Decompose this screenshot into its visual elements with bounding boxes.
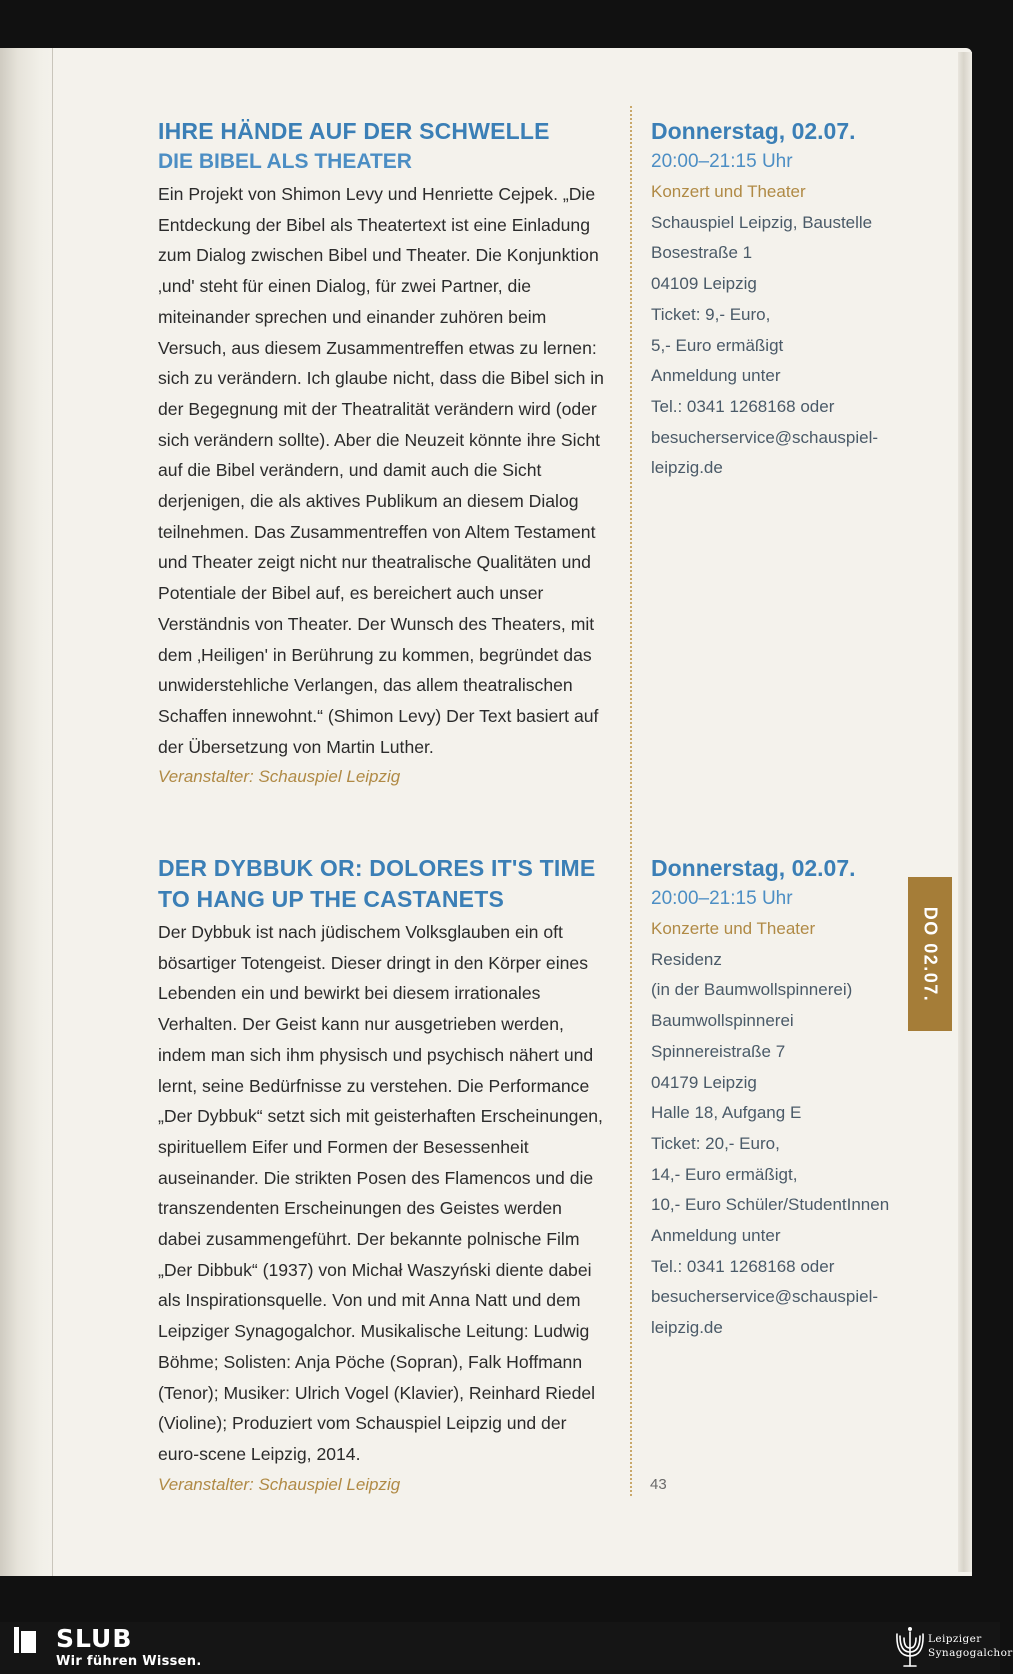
partner-name-line1: Leipziger	[928, 1633, 982, 1645]
event1-title: IHRE HÄNDE AUF DER SCHWELLE	[158, 118, 550, 144]
event1-details	[651, 116, 921, 484]
event2-city: 04179 Leipzig	[651, 1072, 757, 1092]
event2-venue: Residenz	[651, 949, 722, 969]
event2-street: Spinnereistraße 7	[651, 1041, 786, 1061]
event1-body: Ein Projekt von Shimon Levy und Henriette Cejpek. „Die Entdeckung der Bibel als Theatertext ist eine Einladung zum Dialog zwischen Bibel und Theater. Die Konjunktion ‚und' steht für einen Dialog, für zwei Partner, die miteinander sprechen und einander zuhören beim Versuch, aus diesem Zusammentreffen etwas zu lernen: sich zu verändern. Ich glaube nicht, dass die Bibel sich in der Begegnung mit der Theatralität verändern wird (oder sich verändern sollte). Aber die Neuzeit könnte ihre Sicht auf die Bibel verändern, und damit auch die Sicht derjenigen, die als aktives Publikum an diesem Dialog teilnehmen. Das Zusammentreffen von Altem Testament und Theater zeigt nicht nur theatralische Qualitäten und Potentiale der Bibel auf, es bereichert auch unser Verständnis von Theater. Der Wunsch des Theaters, mit dem ‚Heiligen' in Berührung zu kommen, begründet das unwiderstehliche Verlangen, das allem theatralischen Schaffen innewohnt.“ (Shimon Levy) Der Text basiert auf der Übersetzung von Martin Luther.	[158, 184, 604, 757]
footer-bar	[0, 1622, 1013, 1674]
event2-time: 20:00–21:15 Uhr	[651, 888, 793, 909]
event1-date: Donnerstag, 02.07.	[651, 118, 856, 144]
event2-building: Baumwollspinnerei	[651, 1011, 794, 1031]
event2-title	[158, 853, 608, 915]
partner-name	[928, 1632, 1013, 1660]
event1-description	[158, 116, 608, 792]
slub-book-icon	[14, 1627, 36, 1653]
event2-body: Der Dybbuk ist nach jüdischem Volksglauben ein oft bösartiger Totengeist. Dieser dringt in den Körper eines Lebenden ein und bewirkt bei diesem irrationales Verhalten. Der Geist kann nur ausgetrieben werden, indem man sich ihm physisch und psychisch nähert und lernt, seine Bedürfnisse zu verstehen. Die Performance „Der Dybbuk“ setzt sich mit geisterhaften Erscheinungen, spirituellem Eifer und Formen der Besessenheit auseinander. Die strikten Posen des Flamencos und die transzendenten Erscheinungen des Geistes werden dabei zusammengeführt. Der bekannte polnische Film „Der Dibbuk“ (1937) von Michał Waszyński diente dabei als Inspirationsquelle. Von und mit Anna Natt und dem Leipziger Synagogalchor. Musikalische Leitung: Ludwig Böhme; Solisten: Anja Pöche (Sopran), Falk Hoffmann (Tenor); Musiker: Ulrich Vogel (Klavier), Reinhard Riedel (Violine); Produziert vom Schauspiel Leipzig und der euro-scene Leipzig, 2014.	[158, 922, 603, 1464]
event1-phone: Tel.: 0341 1268168 oder	[651, 396, 835, 416]
event1-city: 04109 Leipzig	[651, 274, 757, 294]
library-name: SLUB	[56, 1624, 133, 1653]
binding-fold-line	[52, 48, 53, 1576]
event2-title-line1: DER DYBBUK OR: DOLORES IT'S TIME	[158, 855, 596, 881]
event2-ticket-reduced: 14,- Euro ermäßigt,	[651, 1164, 798, 1184]
page-number: 43	[650, 1476, 667, 1493]
event2-ticket-students: 10,- Euro Schüler/StudentInnen	[651, 1195, 890, 1215]
event2-venue-detail: (in der Baumwollspinnerei)	[651, 980, 853, 1000]
event1-time: 20:00–21:15 Uhr	[651, 151, 793, 172]
event1-category: Konzert und Theater	[651, 182, 806, 201]
event1-street: Bosestraße 1	[651, 243, 753, 263]
event2-registration-label: Anmeldung unter	[651, 1226, 781, 1246]
menorah-icon	[896, 1626, 924, 1670]
library-tagline: Wir führen Wissen.	[56, 1654, 202, 1669]
date-side-tab	[908, 877, 952, 1031]
event2-email-part1: besucherservice@schauspiel-	[651, 1287, 879, 1307]
page-edge	[958, 52, 972, 1572]
event2-hall: Halle 18, Aufgang E	[651, 1103, 802, 1123]
event2-phone: Tel.: 0341 1268168 oder	[651, 1256, 835, 1276]
book-binding	[0, 48, 56, 1576]
event2-description	[158, 853, 608, 1500]
event2-ticket-price: Ticket: 20,- Euro,	[651, 1133, 780, 1153]
event1-email-part1: besucherservice@schauspiel-	[651, 427, 879, 447]
event2-title-line2: TO HANG UP THE CASTANETS	[158, 886, 504, 912]
event2-date: Donnerstag, 02.07.	[651, 855, 856, 881]
event2-details	[651, 853, 921, 1344]
column-divider	[630, 106, 632, 1496]
event2-info-list	[651, 945, 921, 1344]
event1-ticket-reduced: 5,- Euro ermäßigt	[651, 335, 784, 355]
event1-subtitle: DIE BIBEL ALS THEATER	[158, 150, 412, 173]
event1-email-part2: leipzig.de	[651, 458, 723, 478]
event2-category: Konzerte und Theater	[651, 919, 816, 938]
event1-registration-label: Anmeldung unter	[651, 366, 781, 386]
event2-organizer: Veranstalter: Schauspiel Leipzig	[158, 1474, 401, 1494]
event1-organizer: Veranstalter: Schauspiel Leipzig	[158, 767, 401, 787]
event2-email-part2: leipzig.de	[651, 1318, 723, 1338]
event1-venue: Schauspiel Leipzig, Baustelle	[651, 212, 873, 232]
date-side-tab-label: DO 02.07.	[920, 906, 941, 1002]
event1-info-list	[651, 208, 921, 484]
event1-ticket-price: Ticket: 9,- Euro,	[651, 304, 771, 324]
partner-name-line2: Synagogalchor	[928, 1647, 1013, 1659]
